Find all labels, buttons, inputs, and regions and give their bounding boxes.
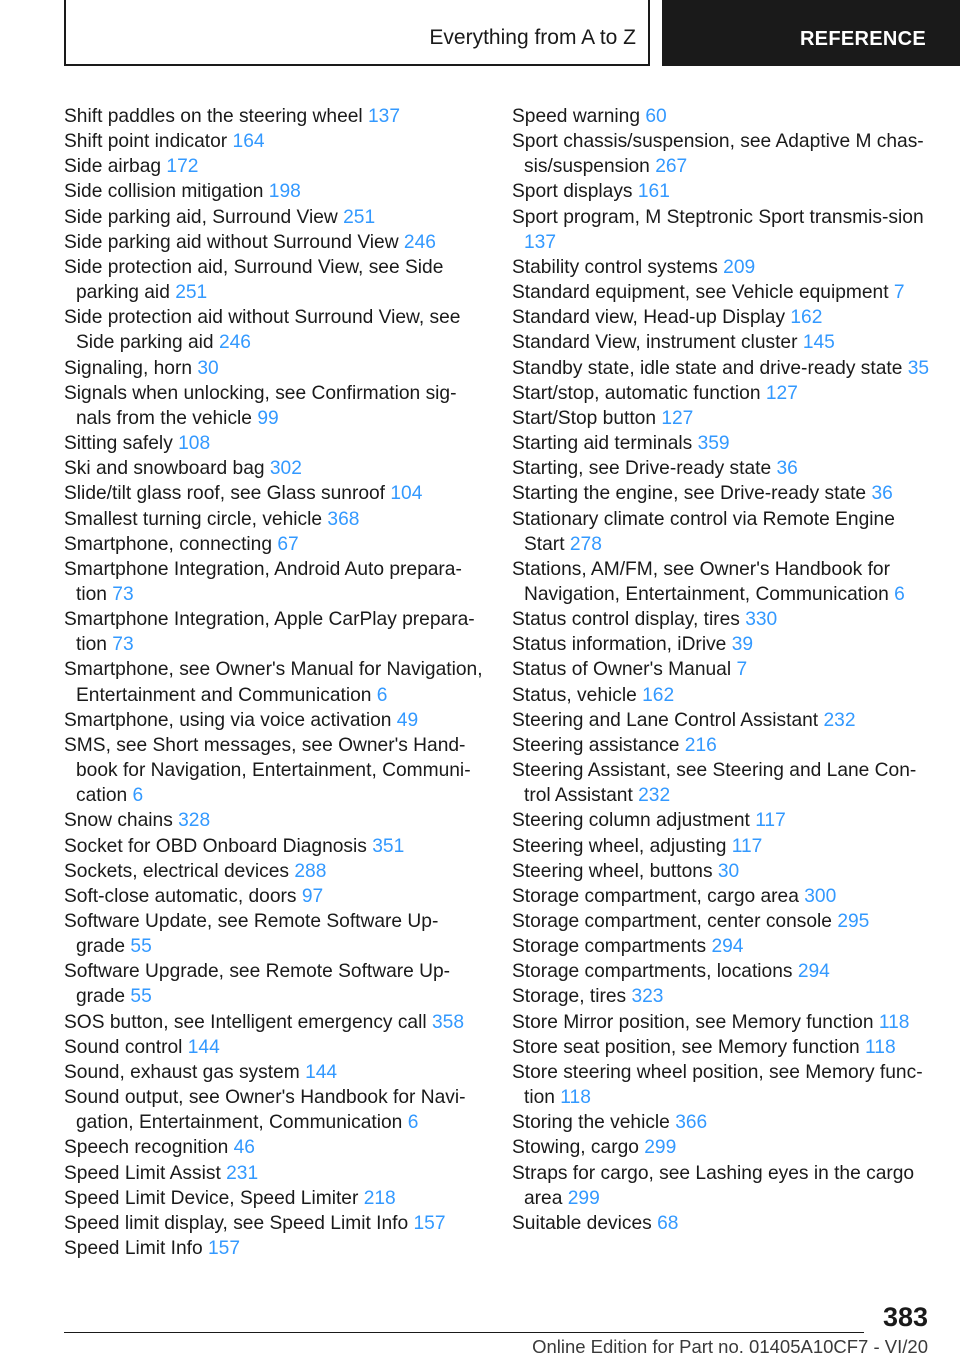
page-reference-link[interactable]: 144 bbox=[305, 1061, 338, 1083]
page-reference-link[interactable]: 127 bbox=[661, 407, 694, 429]
page-reference-link[interactable]: 162 bbox=[790, 307, 823, 329]
index-entry bbox=[512, 1135, 932, 1160]
page-reference-link[interactable]: 108 bbox=[178, 433, 211, 455]
index-entry bbox=[512, 959, 932, 984]
index-entry bbox=[512, 984, 932, 1009]
index-entry-text: Suitable devices bbox=[512, 1212, 652, 1234]
page-reference-link[interactable]: 73 bbox=[112, 634, 134, 656]
page-reference-link[interactable]: 6 bbox=[376, 684, 388, 706]
index-entry-text: Side protection aid, Surround View, see Side parking aid bbox=[64, 256, 444, 304]
page-reference-link[interactable]: 6 bbox=[407, 1112, 419, 1134]
page-reference-link[interactable]: 232 bbox=[638, 785, 671, 807]
index-entry bbox=[64, 1211, 484, 1236]
index-entry bbox=[64, 129, 484, 154]
page-reference-link[interactable]: 161 bbox=[637, 181, 670, 203]
page-reference-link[interactable]: 68 bbox=[657, 1212, 679, 1234]
index-entry-text: Stability control systems bbox=[512, 256, 718, 278]
index-entry-text: Sitting safely bbox=[64, 433, 173, 455]
index-entry bbox=[64, 255, 484, 305]
index-entry bbox=[64, 859, 484, 884]
page-reference-link[interactable]: 36 bbox=[776, 458, 798, 480]
index-entry-text: Storage, tires bbox=[512, 986, 627, 1008]
index-entry bbox=[64, 1186, 484, 1211]
page-reference-link[interactable]: 358 bbox=[431, 1011, 464, 1033]
index-entry bbox=[64, 305, 484, 355]
page-reference-link[interactable]: 299 bbox=[567, 1187, 600, 1209]
index-entry-text: Stowing, cargo bbox=[512, 1137, 639, 1159]
index-entry bbox=[64, 179, 484, 204]
page-reference-link[interactable]: 97 bbox=[301, 885, 324, 907]
index-entry-text: Software Upgrade, see Remote Software Up‐grade bbox=[64, 961, 451, 1008]
index-entry-text: Snow chains bbox=[64, 810, 173, 832]
index-entry bbox=[64, 1135, 484, 1160]
page-reference-link[interactable]: 118 bbox=[865, 1036, 896, 1058]
index-entry bbox=[64, 532, 484, 557]
page-reference-link[interactable]: 157 bbox=[208, 1238, 241, 1260]
index-entry-text: Ski and snowboard bag bbox=[64, 458, 265, 480]
index-entry bbox=[512, 481, 932, 506]
page-reference-link[interactable]: 144 bbox=[187, 1036, 220, 1058]
page-reference-link[interactable]: 7 bbox=[893, 282, 905, 304]
index-entry-text: Sport displays bbox=[512, 181, 633, 203]
index-entry bbox=[512, 758, 932, 808]
reference-tab-label: REFERENCE bbox=[799, 28, 926, 50]
page-reference-link[interactable]: 36 bbox=[871, 483, 893, 505]
page-reference-link[interactable]: 278 bbox=[569, 533, 602, 555]
index-entry-text: Side protection aid without Surround View, see Side parking aid bbox=[64, 307, 461, 354]
page-reference-link[interactable]: 328 bbox=[178, 810, 211, 832]
page-reference-link[interactable]: 294 bbox=[797, 961, 830, 983]
index-entry-text: Speed Limit Device, Speed Limiter bbox=[64, 1187, 359, 1209]
index-entry bbox=[512, 557, 932, 607]
index-entry-text: Smartphone, see Owner's Manual for Navigation, Entertainment and Communication bbox=[64, 659, 483, 706]
index-entry bbox=[512, 657, 932, 682]
index-entry bbox=[64, 356, 484, 381]
index-entry-text: Smartphone Integration, Apple CarPlay prepara‐tion bbox=[64, 609, 475, 656]
page-reference-link[interactable]: 162 bbox=[642, 684, 675, 706]
page-reference-link[interactable]: 330 bbox=[745, 609, 778, 631]
index-entry-text: Smartphone, connecting bbox=[64, 533, 272, 555]
page-reference-link[interactable]: 35 bbox=[907, 357, 930, 379]
index-entry bbox=[64, 834, 484, 859]
index-entry-text: Sound output, see Owner's Handbook for Navi‐gation, Entertainment, Communication bbox=[64, 1087, 466, 1134]
index-entry bbox=[512, 205, 932, 255]
index-entry bbox=[512, 632, 932, 657]
index-entry bbox=[512, 1161, 932, 1211]
index-entry bbox=[512, 330, 932, 355]
index-entry-text: Steering wheel, adjusting bbox=[512, 835, 727, 857]
index-entry-text: Starting aid terminals bbox=[512, 433, 693, 455]
page-reference-link[interactable]: 172 bbox=[166, 156, 199, 178]
page-reference-link[interactable]: 30 bbox=[717, 860, 740, 882]
index-entry bbox=[512, 1010, 932, 1035]
index-entry bbox=[64, 1236, 484, 1261]
index-entry-text: Shift point indicator bbox=[64, 131, 228, 153]
index-entry bbox=[64, 657, 484, 707]
index-entry-text: Sockets, electrical devices bbox=[64, 860, 290, 882]
index-entry bbox=[512, 431, 932, 456]
index-entry bbox=[64, 1010, 484, 1035]
index-entry bbox=[512, 859, 932, 884]
index-entry-text: Speech recognition bbox=[64, 1137, 229, 1159]
index-entry-text: Status, vehicle bbox=[512, 684, 637, 706]
index-entry bbox=[64, 708, 484, 733]
index-entry bbox=[512, 808, 932, 833]
page-reference-link[interactable]: 299 bbox=[644, 1137, 677, 1159]
page-reference-link[interactable]: 295 bbox=[837, 911, 870, 932]
index-entry bbox=[512, 255, 932, 280]
index-entry-text: Sound, exhaust gas system bbox=[64, 1061, 300, 1083]
index-entry-text: Storage compartments bbox=[512, 936, 707, 958]
page-reference-link[interactable]: 323 bbox=[631, 986, 664, 1008]
index-entry-text: Standby state, idle state and drive-ready state bbox=[512, 357, 903, 379]
index-entry-text: Straps for cargo, see Lashing eyes in the cargo area bbox=[512, 1162, 915, 1209]
page-reference-link[interactable]: 366 bbox=[675, 1112, 708, 1134]
index-entry bbox=[64, 230, 484, 255]
index-entry bbox=[64, 808, 484, 833]
page-reference-link[interactable]: 351 bbox=[372, 835, 405, 857]
index-entry bbox=[512, 1211, 932, 1236]
index-entry-text: SOS button, see Intelligent emergency call bbox=[64, 1011, 427, 1033]
index-entry-text: Sport program, M Steptronic Sport transmis‐sion bbox=[512, 206, 924, 228]
index-entry-text: Steering assistance bbox=[512, 734, 680, 756]
index-entry-text: Shift paddles on the steering wheel bbox=[64, 106, 363, 127]
page-reference-link[interactable]: 137 bbox=[524, 231, 557, 253]
page-reference-link[interactable]: 300 bbox=[804, 885, 837, 907]
index-entry-text: Store Mirror position, see Memory function bbox=[512, 1011, 874, 1033]
index-entry-text: Software Update, see Remote Software Up‐grade bbox=[64, 911, 439, 958]
index-entry bbox=[512, 909, 932, 934]
index-entry bbox=[64, 1085, 484, 1135]
index-entry bbox=[512, 733, 932, 758]
page-reference-link[interactable]: 67 bbox=[277, 533, 299, 555]
index-entry-text: Starting, see Drive-ready state bbox=[512, 458, 772, 480]
page-reference-link[interactable]: 164 bbox=[232, 131, 265, 153]
index-entry bbox=[512, 884, 932, 909]
index-entry-text: Storage compartment, cargo area bbox=[512, 885, 799, 907]
index-entry bbox=[512, 129, 932, 179]
index-column-right bbox=[512, 104, 932, 1236]
page-reference-link[interactable]: 7 bbox=[736, 659, 748, 681]
page-reference-link[interactable]: 246 bbox=[403, 231, 436, 253]
page-reference-link[interactable]: 6 bbox=[132, 785, 144, 807]
index-entry-text: Status information, iDrive bbox=[512, 634, 727, 656]
index-entry-text: Steering column adjustment bbox=[512, 810, 750, 832]
index-entry-text: Standard view, Head-up Display bbox=[512, 307, 786, 329]
page-reference-link[interactable]: 251 bbox=[343, 206, 376, 228]
index-entry bbox=[512, 1110, 932, 1135]
page-reference-link[interactable]: 157 bbox=[413, 1212, 446, 1234]
index-entry bbox=[512, 381, 932, 406]
index-entry-text: Speed Limit Info bbox=[64, 1238, 203, 1260]
index-entry-text: Smallest turning circle, vehicle bbox=[64, 508, 323, 530]
page-reference-link[interactable]: 267 bbox=[655, 156, 688, 178]
page-reference-link[interactable]: 231 bbox=[226, 1162, 259, 1184]
index-entry bbox=[512, 607, 932, 632]
index-column-left bbox=[64, 104, 484, 1261]
page-reference-link[interactable]: 118 bbox=[560, 1087, 591, 1109]
index-entry-text: Side airbag bbox=[64, 156, 162, 178]
page-reference-link[interactable]: 60 bbox=[645, 106, 667, 127]
index-entry bbox=[512, 834, 932, 859]
index-entry-text: Stationary climate control via Remote Engine Start bbox=[512, 508, 895, 555]
index-entry-text: Side parking aid, Surround View bbox=[64, 206, 338, 228]
reference-tab bbox=[662, 0, 960, 66]
index-entry-text: Sound control bbox=[64, 1036, 183, 1058]
page-reference-link[interactable]: 137 bbox=[368, 106, 401, 127]
page-reference-link[interactable]: 209 bbox=[723, 256, 756, 278]
page-reference-link[interactable]: 145 bbox=[802, 332, 835, 354]
edition-note: Online Edition for Part no. 01405A10CF7 - VI/20 bbox=[532, 1336, 928, 1357]
index-entry-text: Soft-close automatic, doors bbox=[64, 885, 297, 907]
page-reference-link[interactable]: 55 bbox=[130, 986, 152, 1008]
index-entry-text: Standard View, instrument cluster bbox=[512, 332, 798, 354]
index-entry-text: Storage compartment, center console bbox=[512, 911, 832, 932]
index-entry-text: Status of Owner's Manual bbox=[512, 659, 732, 681]
index-entry-text: Stations, AM/FM, see Owner's Handbook for Navigation, Entertainment, Communication bbox=[512, 558, 890, 605]
footer-rule bbox=[64, 1332, 864, 1333]
page-reference-link[interactable]: 359 bbox=[697, 433, 730, 455]
index-entry bbox=[64, 557, 484, 607]
index-entry bbox=[64, 733, 484, 808]
page-reference-link[interactable]: 49 bbox=[396, 709, 419, 731]
page-reference-link[interactable]: 73 bbox=[112, 583, 134, 605]
page-reference-link[interactable]: 368 bbox=[327, 508, 360, 530]
page-reference-link[interactable]: 198 bbox=[268, 181, 301, 203]
index-entry bbox=[512, 507, 932, 557]
section-title: Everything from A to Z bbox=[429, 26, 636, 49]
index-entry bbox=[64, 456, 484, 481]
index-entry-text: Signals when unlocking, see Confirmation sig‐nals from the vehicle bbox=[64, 382, 457, 429]
index-entry bbox=[64, 481, 484, 506]
header-bottom-rule bbox=[64, 64, 650, 66]
index-entry bbox=[64, 909, 484, 959]
index-entry bbox=[64, 1161, 484, 1186]
index-entry bbox=[64, 1060, 484, 1085]
index-entry-text: Speed warning bbox=[512, 106, 641, 127]
page-reference-link[interactable]: 118 bbox=[878, 1011, 910, 1033]
index-entry bbox=[64, 431, 484, 456]
index-entry bbox=[512, 1060, 932, 1110]
index-entry bbox=[512, 280, 932, 305]
page-reference-link[interactable]: 288 bbox=[294, 860, 327, 882]
page-reference-link[interactable]: 46 bbox=[233, 1137, 255, 1159]
page-reference-link[interactable]: 99 bbox=[257, 407, 279, 429]
index-entry bbox=[64, 154, 484, 179]
page-reference-link[interactable]: 127 bbox=[765, 382, 798, 404]
index-entry-text: Start/Stop button bbox=[512, 407, 656, 429]
index-entry bbox=[512, 708, 932, 733]
page-reference-link[interactable]: 218 bbox=[363, 1187, 396, 1209]
index-entry-text: Standard equipment, see Vehicle equipment bbox=[512, 282, 889, 304]
index-entry-text: Signaling, horn bbox=[64, 357, 193, 379]
page-reference-link[interactable]: 302 bbox=[269, 458, 302, 480]
index-entry-text: Speed Limit Assist bbox=[64, 1162, 221, 1184]
page-reference-link[interactable]: 294 bbox=[711, 936, 744, 958]
index-entry-text: Store seat position, see Memory function bbox=[512, 1036, 860, 1058]
index-entry bbox=[512, 934, 932, 959]
index-entry bbox=[512, 406, 932, 431]
index-entry-text: Store steering wheel position, see Memory func‐tion bbox=[512, 1061, 923, 1109]
page-reference-link[interactable]: 251 bbox=[175, 282, 208, 304]
index-entry bbox=[512, 1035, 932, 1060]
index-entry bbox=[512, 305, 932, 330]
index-entry-text: Storage compartments, locations bbox=[512, 961, 793, 983]
index-entry bbox=[512, 683, 932, 708]
page-reference-link[interactable]: 30 bbox=[197, 357, 219, 379]
index-entry-text: Starting the engine, see Drive-ready state bbox=[512, 483, 867, 505]
page-reference-link[interactable]: 104 bbox=[390, 483, 423, 505]
index-entry-text: Smartphone Integration, Android Auto prepara‐tion bbox=[64, 558, 462, 605]
index-entry bbox=[64, 1035, 484, 1060]
page-number: 383 bbox=[882, 1302, 928, 1332]
index-entry bbox=[512, 456, 932, 481]
index-entry-text: Steering and Lane Control Assistant bbox=[512, 709, 819, 731]
index-entry-text: Steering wheel, buttons bbox=[512, 860, 713, 882]
header-right-rule bbox=[648, 0, 650, 66]
index-entry-text: SMS, see Short messages, see Owner's Hand‐book for Navigation, Entertainment, Communi‐cation bbox=[64, 734, 471, 807]
index-entry-text: Steering Assistant, see Steering and Lane Con‐trol Assistant bbox=[512, 760, 917, 807]
page-reference-link[interactable]: 117 bbox=[731, 835, 763, 857]
page-reference-link[interactable]: 117 bbox=[755, 810, 786, 832]
index-entry bbox=[512, 104, 932, 129]
index-entry bbox=[512, 356, 932, 381]
page-reference-link[interactable]: 55 bbox=[130, 936, 152, 958]
index-entry bbox=[64, 381, 484, 431]
index-entry-text: Slide/tilt glass roof, see Glass sunroof bbox=[64, 483, 386, 505]
index-entry-text: Status control display, tires bbox=[512, 609, 740, 631]
index-entry-text: Side collision mitigation bbox=[64, 181, 264, 203]
page-reference-link[interactable]: 246 bbox=[218, 332, 251, 354]
page-reference-link[interactable]: 6 bbox=[894, 583, 905, 605]
index-entry bbox=[64, 607, 484, 657]
page-reference-link[interactable]: 232 bbox=[823, 709, 856, 731]
index-entry-text: Smartphone, using via voice activation bbox=[64, 709, 392, 731]
index-entry-text: Storing the vehicle bbox=[512, 1112, 670, 1134]
page-reference-link[interactable]: 216 bbox=[684, 734, 717, 756]
index-entry-text: Socket for OBD Onboard Diagnosis bbox=[64, 835, 367, 857]
index-entry-text: Sport chassis/suspension, see Adaptive M chas‐sis/suspension bbox=[512, 131, 924, 178]
index-entry bbox=[512, 179, 932, 204]
index-entry bbox=[64, 507, 484, 532]
index-entry bbox=[64, 205, 484, 230]
index-entry-text: Start/stop, automatic function bbox=[512, 382, 761, 404]
index-entry bbox=[64, 884, 484, 909]
page-reference-link[interactable]: 39 bbox=[731, 634, 754, 656]
index-entry bbox=[64, 959, 484, 1009]
index-entry bbox=[64, 104, 484, 129]
index-entry-text: Speed limit display, see Speed Limit Info bbox=[64, 1212, 409, 1234]
index-entry-text: Side parking aid without Surround View bbox=[64, 231, 399, 253]
page-header bbox=[0, 0, 960, 66]
